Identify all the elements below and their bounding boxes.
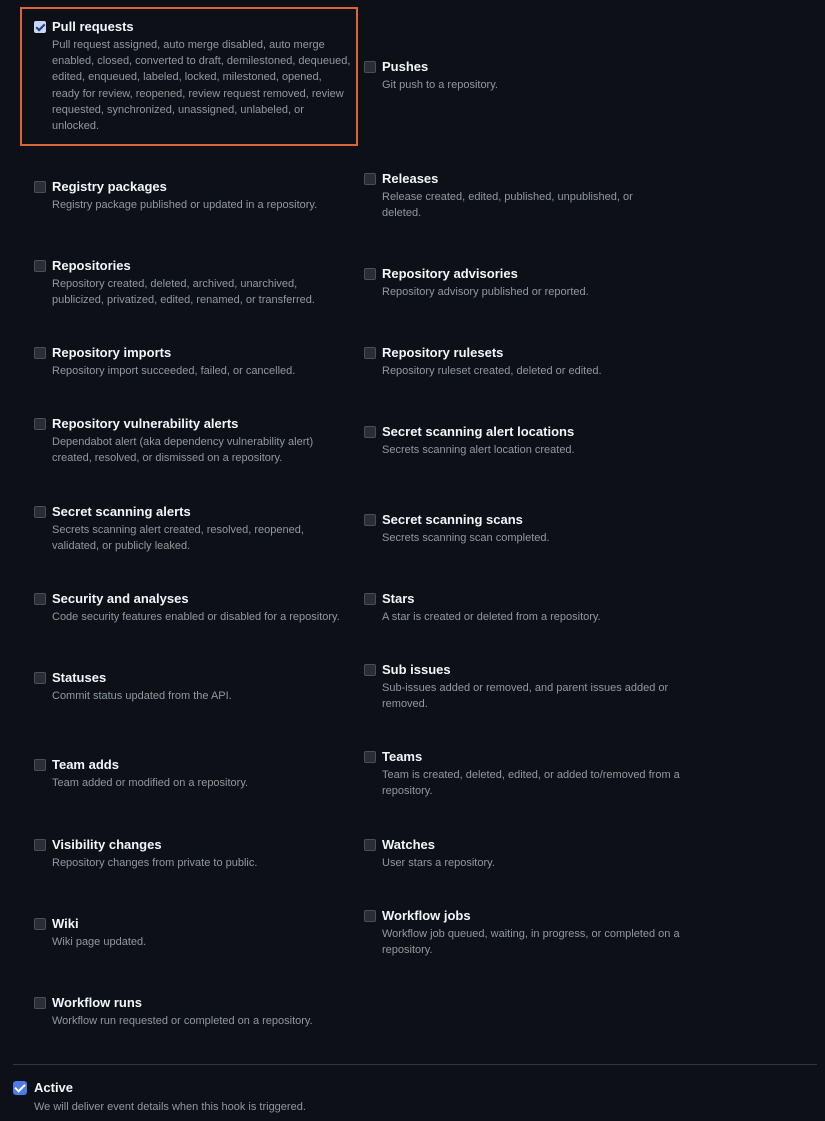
event-stars[interactable] — [364, 590, 684, 625]
event-description: Pull request assigned, auto merge disabled, auto merge enabled, closed, converted to draft, demilestoned, dequeued, edited, enqueued, labeled, locked, milestoned, opened, ready for review, reopened, review request removed, review requested, synchronized, unassigned, unlabeled, or unlocked. — [52, 39, 351, 133]
wiki-checkbox[interactable] — [34, 918, 46, 930]
repository-rulesets-checkbox[interactable] — [364, 347, 376, 359]
event-label: Secret scanning alerts — [52, 504, 191, 519]
active-label: Active — [34, 1080, 74, 1095]
event-label: Wiki — [52, 916, 79, 931]
event-secret-scanning-scans[interactable] — [364, 511, 684, 546]
event-description: Dependabot alert (aka dependency vulnerability alert) created, resolved, or dismissed on a repository. — [52, 436, 314, 465]
event-description: Repository import succeeded, failed, or cancelled. — [52, 365, 296, 377]
workflow-jobs-checkbox[interactable] — [364, 910, 376, 922]
event-description: Git push to a repository. — [382, 79, 498, 91]
event-description: Code security features enabled or disabled for a repository. — [52, 611, 340, 623]
event-team-adds[interactable] — [34, 756, 354, 791]
event-repository-rulesets[interactable] — [364, 344, 684, 379]
releases-checkbox[interactable] — [364, 173, 376, 185]
event-statuses[interactable] — [34, 669, 354, 704]
event-label: Repositories — [52, 258, 131, 273]
event-label: Pushes — [382, 59, 429, 74]
visibility-changes-checkbox[interactable] — [34, 839, 46, 851]
sub-issues-checkbox[interactable] — [364, 664, 376, 676]
event-label: Workflow jobs — [382, 908, 471, 923]
event-label: Secret scanning scans — [382, 512, 523, 527]
event-label: Workflow runs — [52, 995, 143, 1010]
event-description: Secrets scanning alert created, resolved, reopened, validated, or publicly leaked. — [52, 524, 304, 553]
event-repository-imports[interactable] — [34, 344, 354, 379]
secret-scanning-alerts-checkbox[interactable] — [34, 506, 46, 518]
secret-scanning-scans-checkbox[interactable] — [364, 514, 376, 526]
watches-checkbox[interactable] — [364, 839, 376, 851]
team-adds-checkbox[interactable] — [34, 759, 46, 771]
event-visibility-changes[interactable] — [34, 836, 354, 871]
event-description: Team is created, deleted, edited, or added to/removed from a repository. — [382, 769, 680, 798]
event-description: User stars a repository. — [382, 857, 495, 869]
repository-vulnerability-alerts-checkbox[interactable] — [34, 418, 46, 430]
divider — [13, 1064, 817, 1065]
event-description: Secrets scanning scan completed. — [382, 532, 550, 544]
event-description: Repository advisory published or reported. — [382, 286, 589, 298]
event-description: Workflow run requested or completed on a repository. — [52, 1015, 313, 1027]
event-label: Secret scanning alert locations — [382, 424, 575, 439]
event-label: Sub issues — [382, 662, 451, 677]
event-description: Repository ruleset created, deleted or edited. — [382, 365, 602, 377]
event-repository-vulnerability-alerts[interactable] — [34, 415, 354, 466]
event-label: Repository rulesets — [382, 345, 504, 360]
repository-advisories-checkbox[interactable] — [364, 268, 376, 280]
event-label: Stars — [382, 591, 415, 606]
pull-requests-checkbox[interactable] — [34, 21, 46, 33]
event-label: Repository vulnerability alerts — [52, 416, 239, 431]
event-watches[interactable] — [364, 836, 684, 871]
event-label: Pull requests — [52, 19, 134, 34]
event-teams[interactable] — [364, 748, 684, 799]
event-description: Commit status updated from the API. — [52, 690, 232, 702]
teams-checkbox[interactable] — [364, 751, 376, 763]
event-description: Team added or modified on a repository. — [52, 777, 249, 789]
security-and-analyses-checkbox[interactable] — [34, 593, 46, 605]
event-label: Releases — [382, 171, 439, 186]
event-label: Team adds — [52, 757, 119, 772]
event-description: Wiki page updated. — [52, 936, 147, 948]
workflow-runs-checkbox[interactable] — [34, 997, 46, 1009]
event-description: Sub-issues added or removed, and parent issues added or removed. — [382, 682, 669, 711]
event-description: Repository created, deleted, archived, unarchived, publicized, privatized, edited, renamed, or transferred. — [52, 278, 315, 307]
event-wiki[interactable] — [34, 915, 354, 950]
event-description: Repository changes from private to public. — [52, 857, 258, 869]
event-label: Teams — [382, 749, 423, 764]
event-releases[interactable] — [364, 170, 684, 221]
event-secret-scanning-alert-locations[interactable] — [364, 423, 684, 458]
secret-scanning-alert-locations-checkbox[interactable] — [364, 426, 376, 438]
event-registry-packages[interactable] — [34, 178, 354, 213]
event-label: Statuses — [52, 670, 107, 685]
repositories-checkbox[interactable] — [34, 260, 46, 272]
event-label: Repository advisories — [382, 266, 518, 281]
event-label: Repository imports — [52, 345, 172, 360]
event-description: Workflow job queued, waiting, in progress, or completed on a repository. — [382, 928, 680, 957]
event-label: Registry packages — [52, 179, 167, 194]
event-pull-requests[interactable] — [34, 18, 354, 134]
event-security-and-analyses[interactable] — [34, 590, 354, 625]
event-repositories[interactable] — [34, 257, 354, 308]
active-description: We will deliver event details when this hook is triggered. — [34, 1101, 306, 1113]
active-option[interactable] — [13, 1079, 306, 1115]
event-description: Secrets scanning alert location created. — [382, 444, 575, 456]
repository-imports-checkbox[interactable] — [34, 347, 46, 359]
event-repository-advisories[interactable] — [364, 265, 684, 300]
event-description: A star is created or deleted from a repository. — [382, 611, 601, 623]
registry-packages-checkbox[interactable] — [34, 181, 46, 193]
statuses-checkbox[interactable] — [34, 672, 46, 684]
pushes-checkbox[interactable] — [364, 61, 376, 73]
event-description: Release created, edited, published, unpublished, or deleted. — [382, 191, 633, 220]
event-label: Watches — [382, 837, 435, 852]
stars-checkbox[interactable] — [364, 593, 376, 605]
active-checkbox[interactable] — [13, 1081, 27, 1095]
event-secret-scanning-alerts[interactable] — [34, 503, 354, 554]
event-description: Registry package published or updated in a repository. — [52, 199, 318, 211]
event-label: Security and analyses — [52, 591, 189, 606]
event-pushes[interactable] — [364, 58, 684, 93]
event-label: Visibility changes — [52, 837, 162, 852]
event-sub-issues[interactable] — [364, 661, 684, 712]
event-workflow-jobs[interactable] — [364, 907, 684, 958]
event-workflow-runs[interactable] — [34, 994, 354, 1029]
